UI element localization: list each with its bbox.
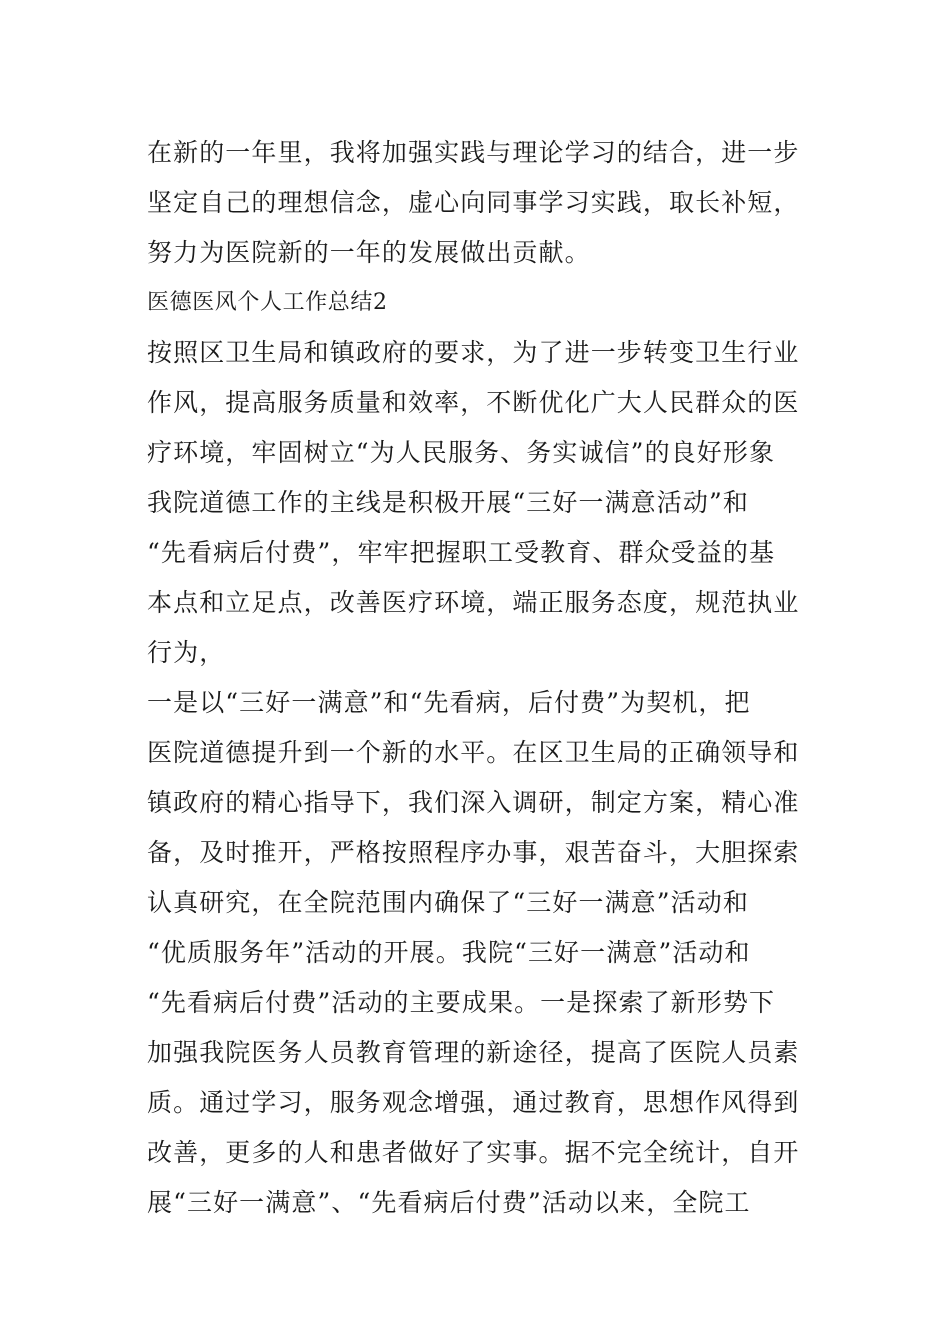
text-line: “先看病后付费”，牢牢把握职工受教育、群众受益的基 <box>147 538 776 567</box>
section-heading <box>147 278 807 328</box>
text-line: 按照区卫生局和镇政府的要求，为了进一步转变卫生行业 <box>147 338 800 367</box>
text-line: 展“三好一满意”、“先看病后付费”活动以来，全院工 <box>147 1188 751 1217</box>
heading-text: 医德医风个人工作总结2 <box>147 290 388 315</box>
text-line: 镇政府的精心指导下，我们深入调研，制定方案，精心准 <box>147 788 800 817</box>
text-line: 认真研究，在全院范围内确保了“三好一满意”活动和 <box>147 888 749 917</box>
text-line: 本点和立足点，改善医疗环境，端正服务态度，规范执业 <box>147 588 800 617</box>
paragraph-closing <box>147 128 807 278</box>
text-line: 医院道德提升到一个新的水平。在区卫生局的正确领导和 <box>147 738 800 767</box>
paragraph-intro <box>147 328 807 678</box>
text-line: 在新的一年里，我将加强实践与理论学习的结合，进一步 <box>147 138 800 167</box>
paragraph-first-point <box>147 678 807 1228</box>
text-line: 加强我院医务人员教育管理的新途径，提高了医院人员素 <box>147 1038 800 1067</box>
document-body <box>147 128 807 1228</box>
text-line: 质。通过学习，服务观念增强，通过教育，思想作风得到 <box>147 1088 800 1117</box>
text-line: 作风，提高服务质量和效率，不断优化广大人民群众的医 <box>147 388 800 417</box>
text-line: “优质服务年”活动的开展。我院“三好一满意”活动和 <box>147 938 751 967</box>
text-line: 坚定自己的理想信念，虚心向同事学习实践，取长补短， <box>147 188 800 217</box>
text-line: 备，及时推开，严格按照程序办事，艰苦奋斗，大胆探索 <box>147 838 800 867</box>
text-line: “先看病后付费”活动的主要成果。一是探索了新形势下 <box>147 988 776 1017</box>
text-line: 改善，更多的人和患者做好了实事。据不完全统计，自开 <box>147 1138 800 1167</box>
text-line: 努力为医院新的一年的发展做出贡献。 <box>147 238 591 267</box>
text-line: 我院道德工作的主线是积极开展“三好一满意活动”和 <box>147 488 749 517</box>
text-line: 行为， <box>147 638 226 667</box>
text-line: 一是以“三好一满意”和“先看病，后付费”为契机，把 <box>147 688 751 717</box>
text-line: 疗环境，牢固树立“为人民服务、务实诚信”的良好形象 <box>147 438 776 467</box>
